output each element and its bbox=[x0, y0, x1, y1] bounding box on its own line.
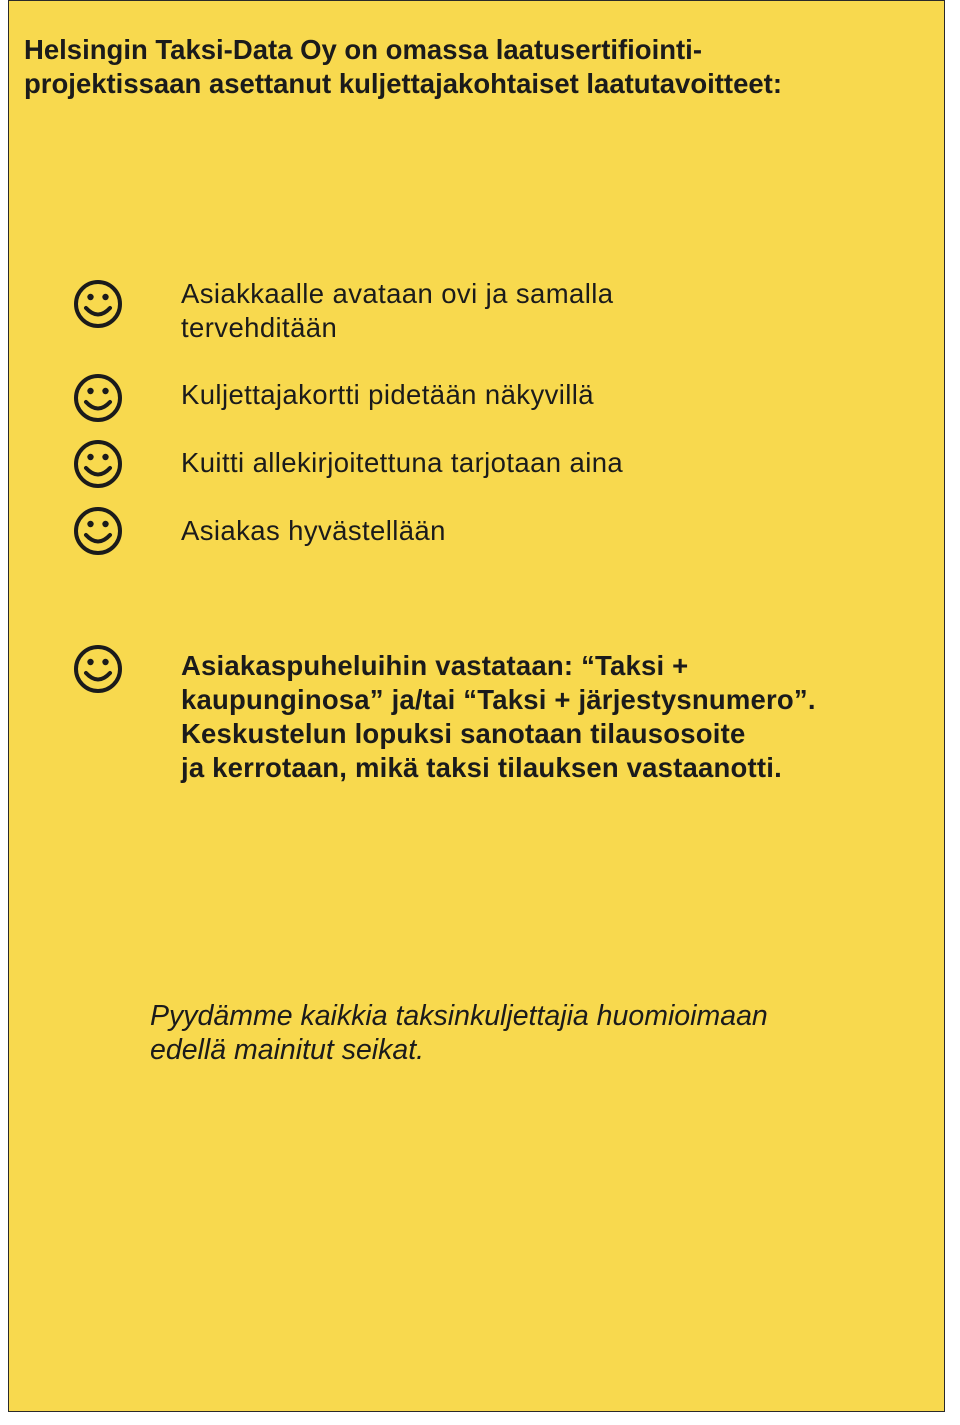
goal-text: Asiakaspuheluihin vastataan: “Taksi + kaupunginosa” ja/tai “Taksi + järjestysnumero”. Keskustelun lopuksi sanotaan tilausosoite ja kerrotaan, mikä taksi tilauksen vastaanotti. bbox=[181, 650, 816, 783]
goal-text: Asiakkaalle avataan ovi ja samalla tervehditään bbox=[181, 278, 614, 343]
smiley-icon bbox=[72, 438, 124, 490]
goal-text: Asiakas hyvästellään bbox=[181, 515, 446, 546]
smiley-icon bbox=[72, 278, 124, 330]
goal-text: Kuljettajakortti pidetään näkyvillä bbox=[181, 379, 594, 410]
goal-text: Kuitti allekirjoitettuna tarjotaan aina bbox=[181, 447, 624, 478]
smiley-icon bbox=[72, 372, 124, 424]
closing-note: Pyydämme kaikkia taksinkuljettajia huomioimaan edellä mainitut seikat. bbox=[150, 1000, 768, 1066]
smiley-icon bbox=[72, 643, 124, 695]
notice-heading: Helsingin Taksi-Data Oy on omassa laatusertifiointi- projektissaan asettanut kuljettajakohtaiset laatutavoitteet: bbox=[24, 34, 782, 99]
notice-panel bbox=[8, 0, 945, 1412]
smiley-icon bbox=[72, 505, 124, 557]
